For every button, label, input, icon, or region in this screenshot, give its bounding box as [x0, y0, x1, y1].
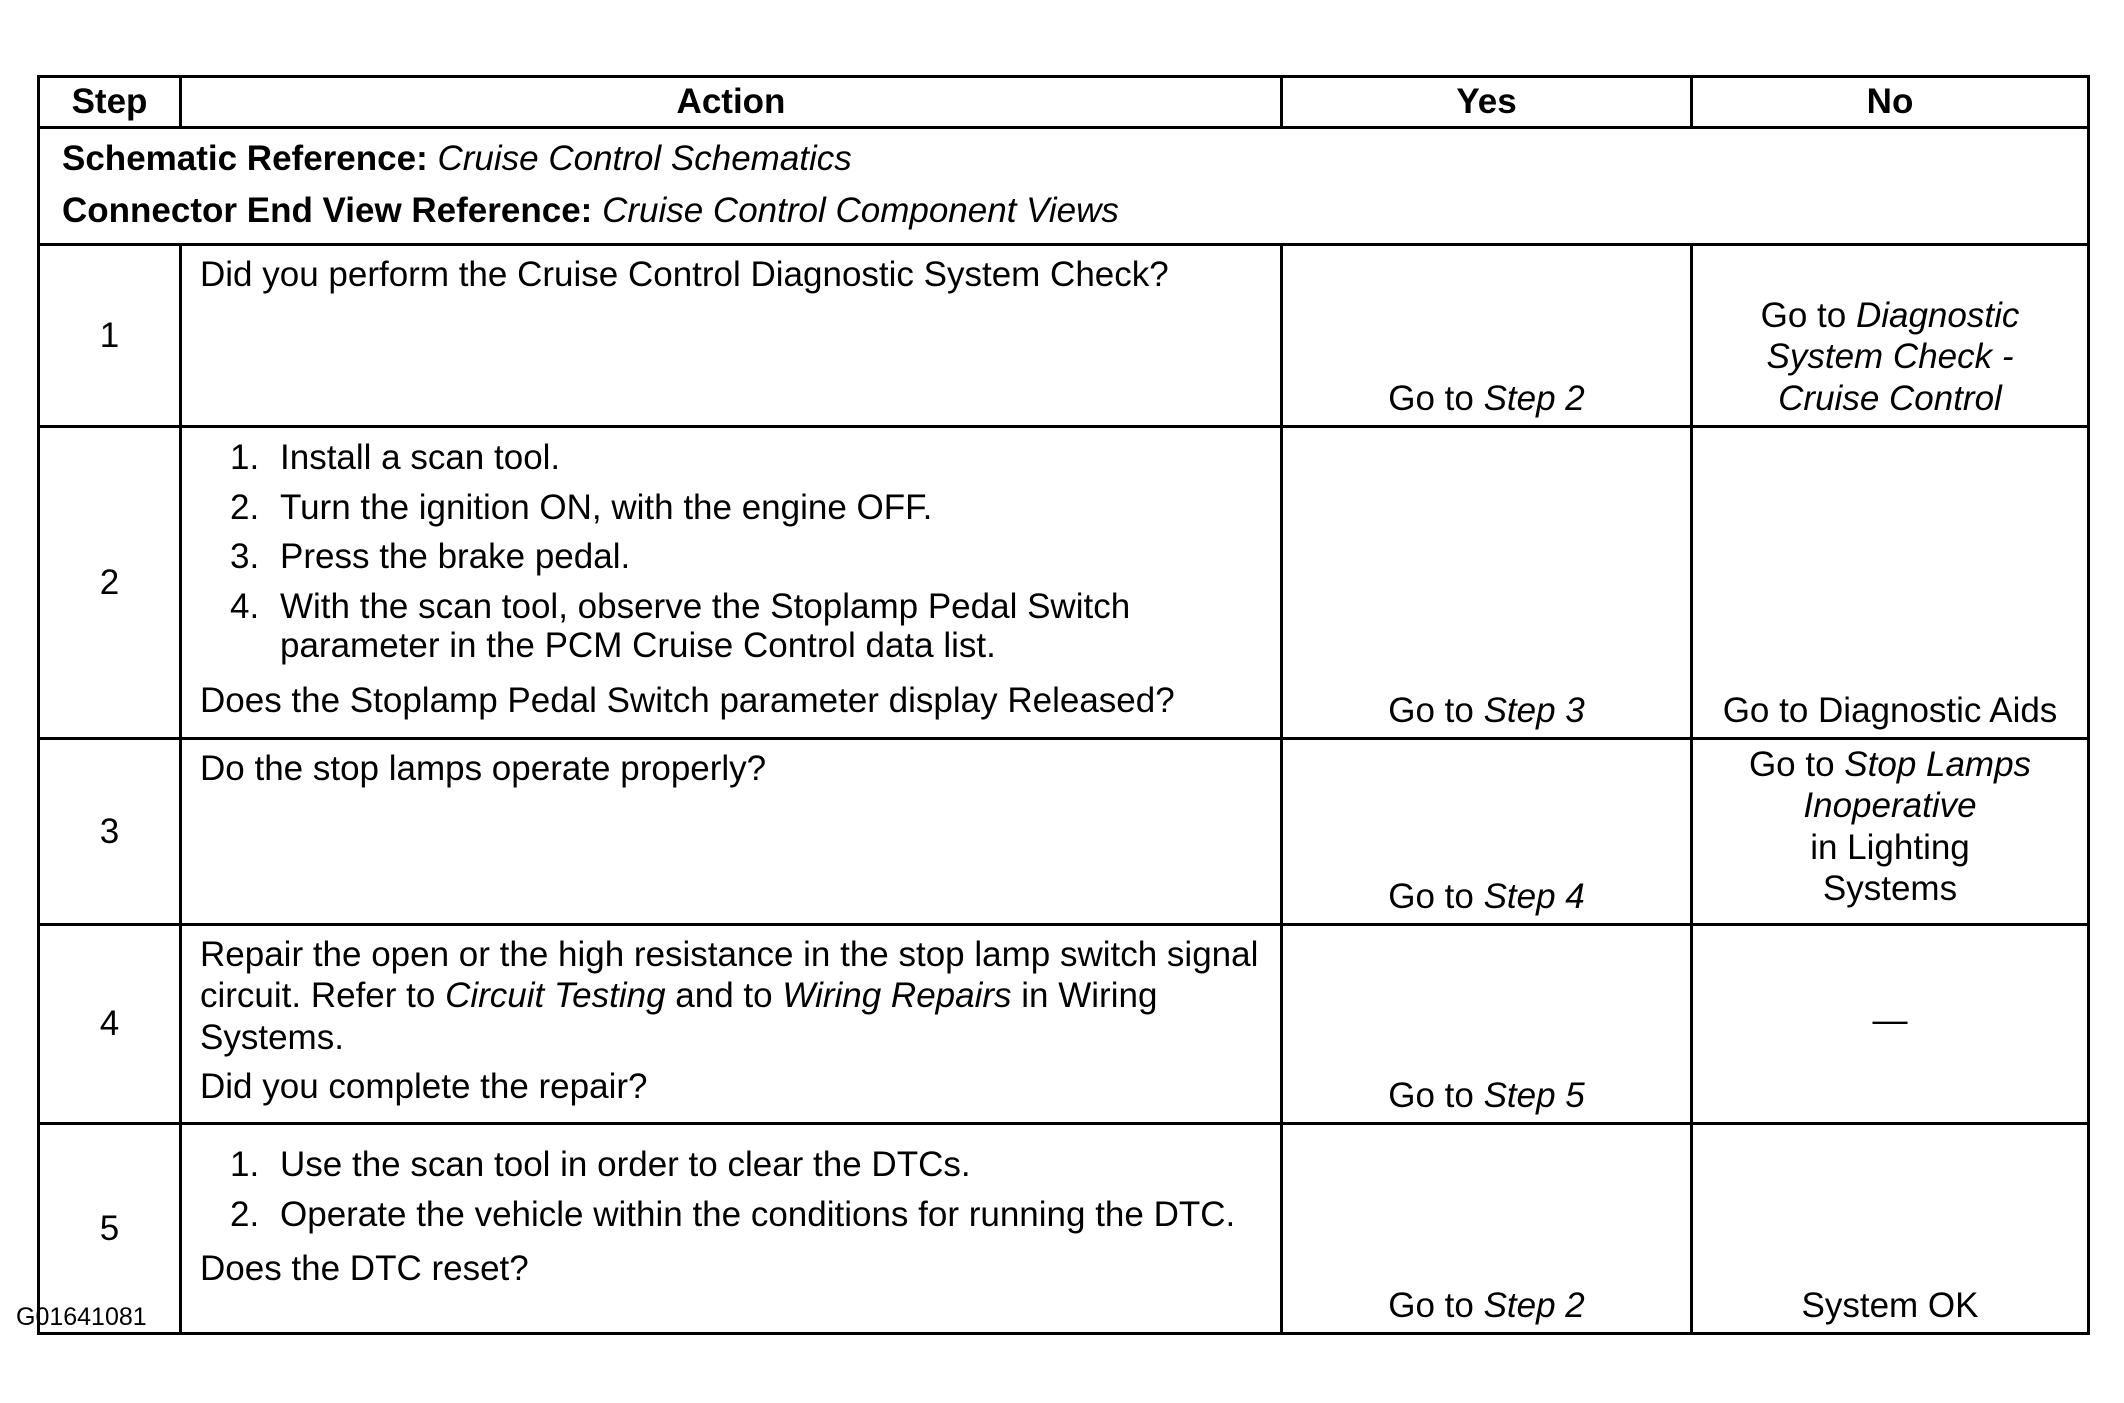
action-question: Does the DTC reset? [200, 1249, 529, 1289]
step-number: 1 [39, 245, 181, 427]
yes-prefix: Go to [1388, 1285, 1474, 1325]
header-action: Action [181, 77, 1282, 128]
yes-cell [1282, 925, 1692, 1124]
schematic-reference-link[interactable]: Cruise Control Schematics [437, 139, 852, 178]
list-item: 4. With the scan tool, observe the Stoplamp Pedal Switch parameter in the PCM Cruise Control data list. [230, 586, 1131, 666]
yes-step-link[interactable]: Step 2 [1483, 1285, 1585, 1325]
table-row [39, 925, 2089, 1124]
action-steps-list [200, 428, 1260, 680]
header-no: No [1692, 77, 2089, 128]
no-link-part-1[interactable]: Diagnostic [1855, 296, 2020, 336]
action-instruction: Repair the open or the high resistance in the stop lamp switch signal circuit. Refer to Circuit Testing and to Wiring Repairs in Wiring Systems. [200, 935, 1259, 1057]
no-link-part-1[interactable]: Stop Lamps [1844, 745, 2032, 784]
yes-cell [1282, 739, 1692, 925]
table-row [39, 245, 2089, 427]
no-cell [1692, 739, 2089, 925]
circuit-testing-link[interactable]: Circuit Testing [445, 976, 666, 1016]
table-row [39, 739, 2089, 925]
no-tail-2: Systems [1822, 868, 1958, 908]
yes-step-link[interactable]: Step 5 [1483, 1075, 1585, 1115]
action-cell [181, 1124, 1282, 1334]
list-item: 1. Use the scan tool in order to clear the DTCs. [230, 1145, 971, 1184]
yes-prefix: Go to [1388, 690, 1474, 730]
no-cell [1692, 925, 2089, 1124]
no-cell [1692, 427, 2089, 739]
no-link-part-2[interactable]: System Check - [1766, 337, 2014, 377]
no-link-part-2[interactable]: Inoperative [1803, 786, 1977, 826]
table-row [39, 427, 2089, 739]
no-tail-1: in Lighting [1810, 827, 1970, 867]
list-item: 2. Operate the vehicle within the conditions for running the DTC. [230, 1194, 1236, 1234]
reference-row [39, 128, 2089, 245]
wiring-repairs-link[interactable]: Wiring Repairs [782, 976, 1012, 1016]
yes-prefix: Go to [1388, 378, 1474, 418]
yes-cell [1282, 245, 1692, 427]
table-row [39, 1124, 2089, 1334]
no-prefix: Go to [1760, 296, 1847, 336]
yes-cell [1282, 1124, 1692, 1334]
connector-reference [62, 185, 2065, 237]
action-cell [181, 245, 1282, 427]
step-number: 4 [39, 925, 181, 1124]
yes-prefix: Go to [1388, 1075, 1474, 1115]
action-cell [181, 427, 1282, 739]
diagnostic-table [37, 75, 2090, 1335]
yes-cell [1282, 427, 1692, 739]
header-step: Step [39, 77, 181, 128]
no-text: Go to Diagnostic Aids [1722, 690, 2058, 730]
connector-reference-label: Connector End View Reference: [62, 191, 593, 230]
list-item: 2. Turn the ignition ON, with the engine OFF. [230, 487, 933, 527]
no-text: System OK [1801, 1285, 1979, 1325]
yes-step-link[interactable]: Step 2 [1483, 378, 1585, 418]
step-number: 3 [39, 739, 181, 925]
step-number: 5 [39, 1124, 181, 1334]
action-steps-list [200, 1125, 1260, 1248]
connector-reference-link[interactable]: Cruise Control Component Views [602, 191, 1119, 230]
list-item: 3. Press the brake pedal. [230, 537, 631, 577]
no-cell [1692, 1124, 2089, 1334]
action-cell [181, 739, 1282, 925]
step-number: 2 [39, 427, 181, 739]
action-question: Did you complete the repair? [200, 1066, 648, 1106]
list-item: 1. Install a scan tool. [230, 438, 561, 477]
yes-step-link[interactable]: Step 4 [1483, 876, 1585, 916]
no-link-part-3[interactable]: Cruise Control [1778, 378, 2002, 418]
action-question: Do the stop lamps operate properly? [200, 749, 767, 788]
table-header-row [39, 77, 2089, 128]
action-cell [181, 925, 1282, 1124]
yes-prefix: Go to [1388, 876, 1474, 916]
schematic-reference-label: Schematic Reference: [62, 139, 428, 178]
schematic-reference [62, 133, 2065, 185]
action-question: Does the Stoplamp Pedal Switch parameter display Released? [200, 680, 1175, 720]
reference-cell [39, 128, 2089, 245]
header-yes: Yes [1282, 77, 1692, 128]
no-cell [1692, 245, 2089, 427]
figure-id: G01641081 [16, 1303, 147, 1331]
no-text: — [1872, 1001, 1908, 1041]
no-prefix: Go to [1748, 745, 1835, 784]
yes-step-link[interactable]: Step 3 [1483, 690, 1585, 730]
action-question: Did you perform the Cruise Control Diagnostic System Check? [200, 255, 1169, 294]
